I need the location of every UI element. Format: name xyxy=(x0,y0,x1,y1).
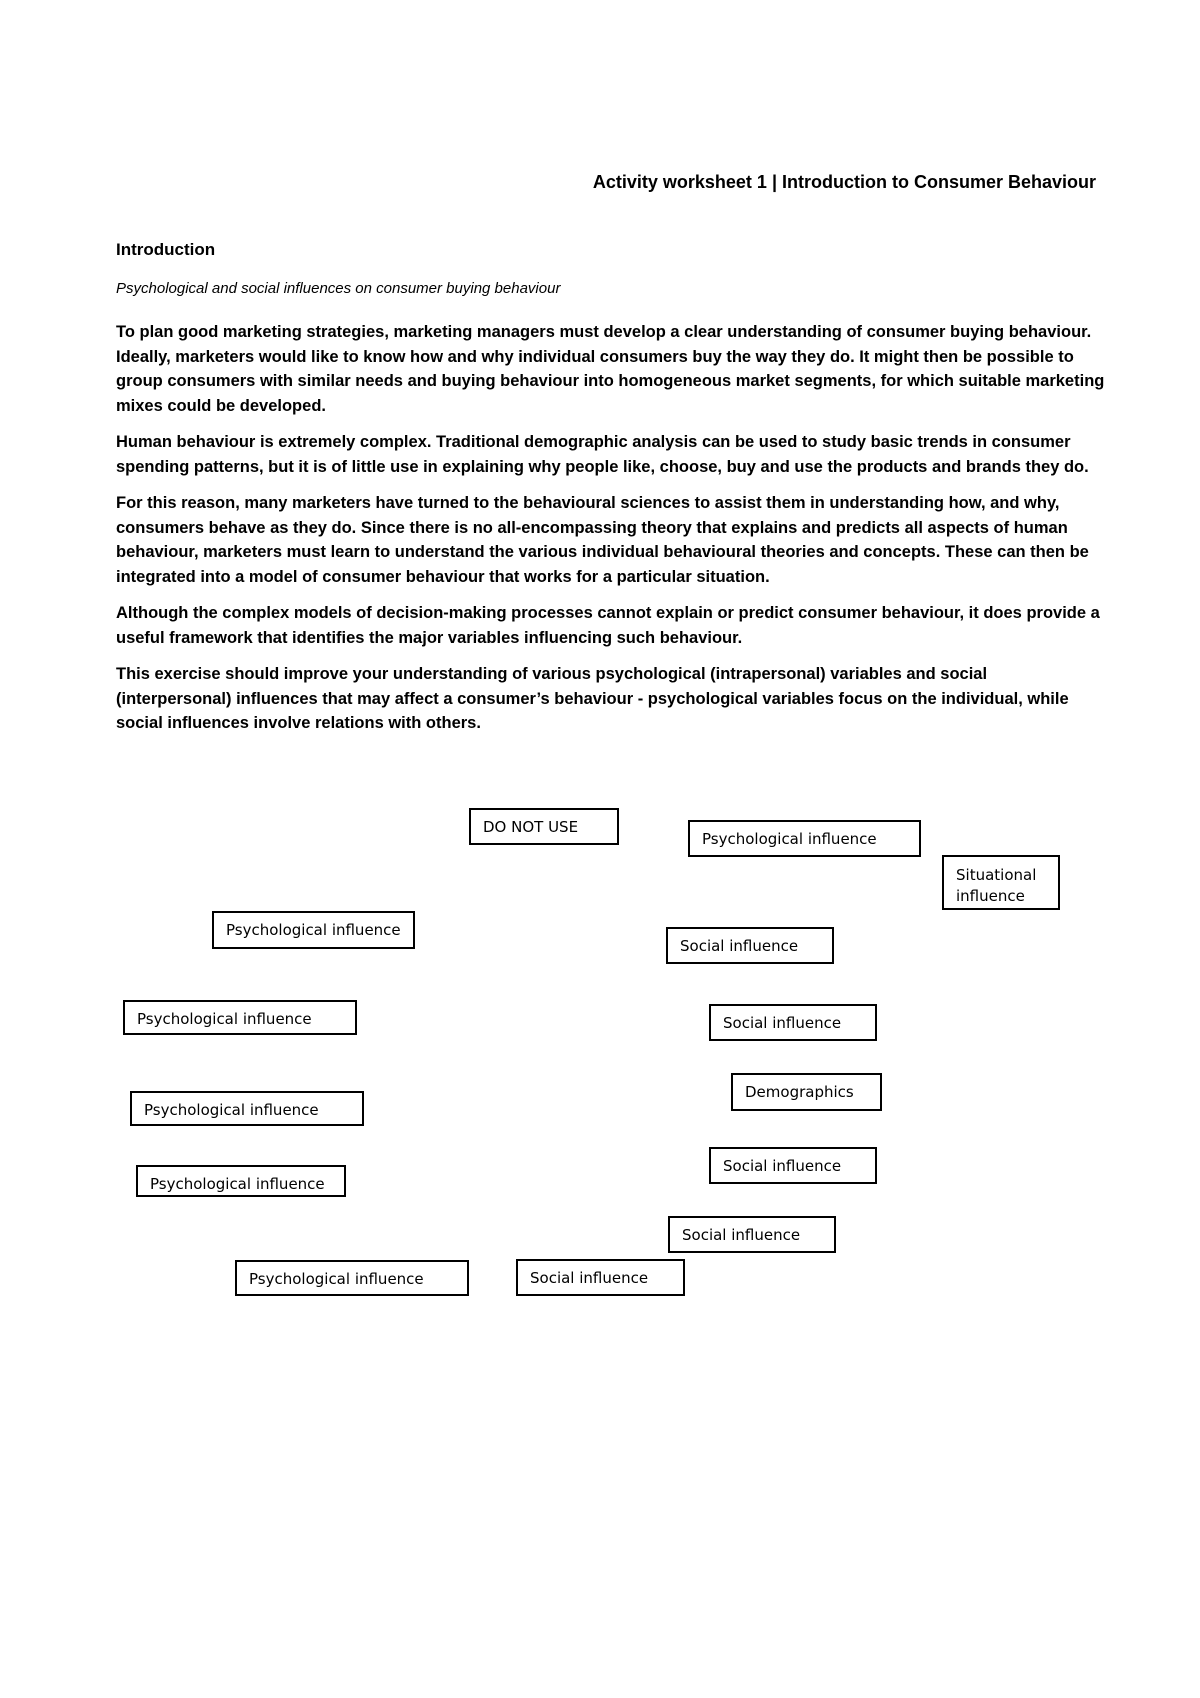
card-social-influence[interactable]: Social influence xyxy=(666,927,834,964)
worksheet-header: Activity worksheet 1 | Introduction to Consumer Behaviour xyxy=(592,172,1096,192)
card-psychological-influence[interactable]: Psychological influence xyxy=(130,1091,364,1126)
card-psychological-influence[interactable]: Psychological influence xyxy=(688,820,921,857)
card-demographics[interactable]: Demographics xyxy=(731,1073,882,1111)
paragraph-4: Although the complex models of decision-making processes cannot explain or predict consumer behaviour, it does provide a useful framework that identifies the major variables influencing such behaviour. xyxy=(116,604,1100,647)
card-psychological-influence[interactable]: Psychological influence xyxy=(123,1000,357,1035)
body-text xyxy=(116,320,1106,748)
card-social-influence[interactable]: Social influence xyxy=(709,1147,877,1184)
card-social-influence[interactable]: Social influence xyxy=(668,1216,836,1253)
paragraph-5: This exercise should improve your understanding of various psychological (intrapersonal) variables and social (interpersonal) influences that may affect a consumer’s behaviour - psychological variables focus on the individual, while social influences involve relations with others. xyxy=(116,665,1069,732)
card-psychological-influence[interactable]: Psychological influence xyxy=(235,1260,469,1296)
card-do-not-use[interactable]: DO NOT USE xyxy=(469,808,619,845)
card-psychological-influence[interactable]: Psychological influence xyxy=(136,1165,346,1197)
card-psychological-influence[interactable]: Psychological influence xyxy=(212,911,415,949)
paragraph-2: Human behaviour is extremely complex. Traditional demographic analysis can be used to study basic trends in consumer spending patterns, but it is of little use in explaining why people like, choose, buy and use the products and brands they do. xyxy=(116,433,1089,476)
paragraph-3: For this reason, many marketers have turned to the behavioural sciences to assist them in understanding how, and why, consumers behave as they do. Since there is no all-encompassing theory that explains and predicts all aspects of human behaviour, marketers must learn to understand the various individual behavioural theories and concepts. These can then be integrated into a model of consumer behaviour that works for a particular situation. xyxy=(116,494,1089,586)
paragraph-1: To plan good marketing strategies, marketing managers must develop a clear understanding of consumer buying behaviour. Ideally, marketers would like to know how and why individual consumers buy the way they do. It might then be possible to group consumers with similar needs and buying behaviour into homogeneous market segments, for which suitable marketing mixes could be developed. xyxy=(116,323,1105,415)
card-situational-influence[interactable]: Situational influence xyxy=(942,855,1060,910)
card-social-influence[interactable]: Social influence xyxy=(516,1259,685,1296)
section-subtitle: Psychological and social influences on consumer buying behaviour xyxy=(116,280,561,297)
card-social-influence[interactable]: Social influence xyxy=(709,1004,877,1041)
section-heading: Introduction xyxy=(116,240,216,259)
